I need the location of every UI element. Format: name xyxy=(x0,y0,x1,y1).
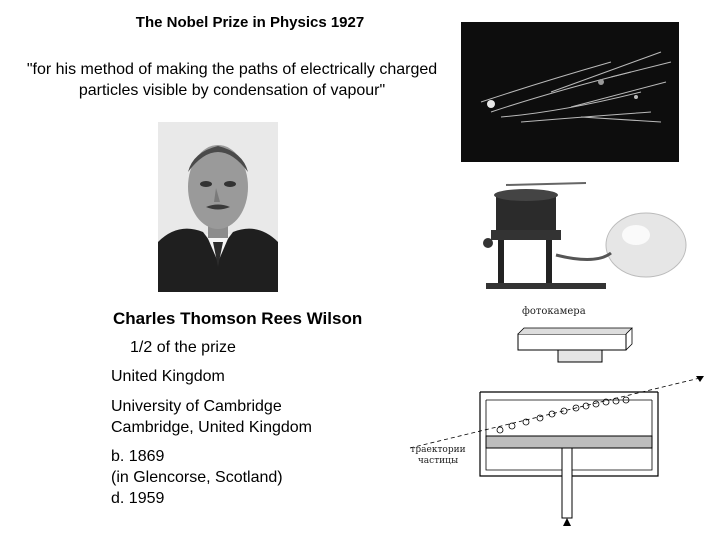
cloud-chamber-schematic xyxy=(400,326,716,530)
trajectory-label-line1: траектории xyxy=(410,445,466,455)
laureate-country: United Kingdom xyxy=(111,368,225,385)
death-year: d. 1959 xyxy=(111,490,165,507)
birth-year: b. 1869 xyxy=(111,448,165,465)
trajectory-label xyxy=(408,445,468,467)
trajectory-label-line2: частицы xyxy=(417,456,459,466)
cloud-chamber-apparatus-photo xyxy=(476,175,690,301)
prize-citation: "for his method of making the paths of electrically charged particles visible by condensation of vapour" xyxy=(26,61,438,99)
affiliation-institution: University of Cambridge xyxy=(111,398,282,415)
camera-label: фотокамера xyxy=(522,306,586,317)
prize-share: 1/2 of the prize xyxy=(130,339,236,356)
prize-title: The Nobel Prize in Physics 1927 xyxy=(135,14,365,31)
birth-place: (in Glencorse, Scotland) xyxy=(111,469,283,486)
laureate-lifespan xyxy=(111,446,283,509)
laureate-name: Charles Thomson Rees Wilson xyxy=(113,309,363,328)
laureate-portrait xyxy=(158,122,278,292)
laureate-affiliation xyxy=(111,396,312,438)
affiliation-location: Cambridge, United Kingdom xyxy=(111,419,312,436)
cloud-chamber-tracks-photo xyxy=(461,22,679,162)
